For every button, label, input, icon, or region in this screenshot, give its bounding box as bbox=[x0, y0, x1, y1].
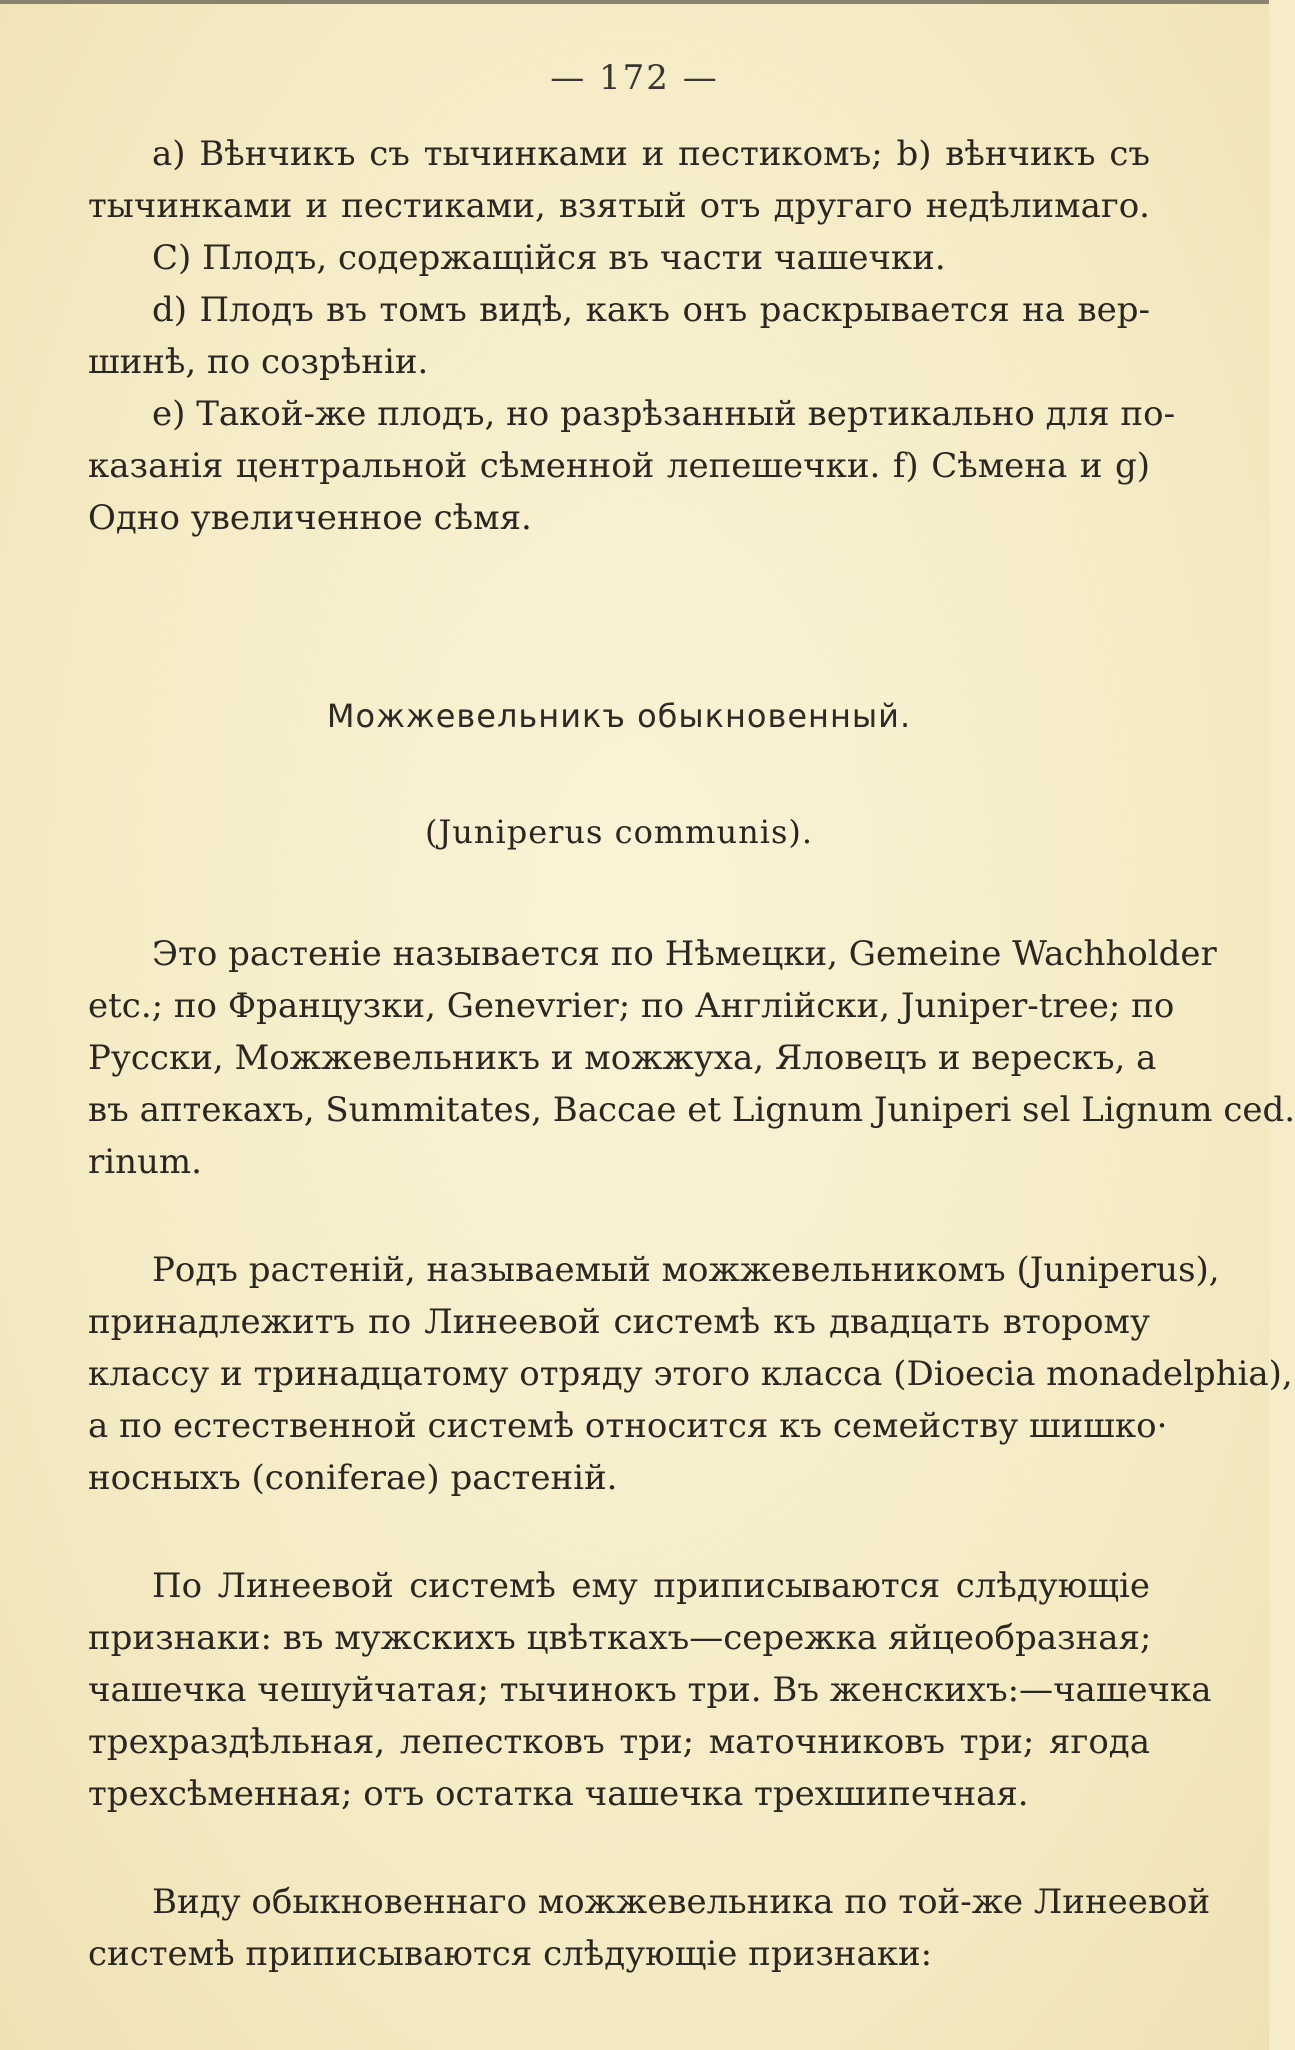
paragraph-classification bbox=[88, 1244, 1293, 1504]
caption-line: шинѣ, по созрѣніи. bbox=[88, 342, 429, 382]
caption-line: d) Плодъ въ томъ видѣ, какъ онъ раскрывается на вер- bbox=[152, 290, 1150, 330]
paragraph-line: признаки: въ мужскихъ цвѣткахъ—сережка яйцеобразная; bbox=[88, 1618, 1152, 1658]
caption-line: казанія центральной сѣменной лепешечки. f) Сѣмена и g) bbox=[88, 446, 1150, 486]
caption-line: C) Плодъ, содержащійся въ части чашечки. bbox=[152, 238, 946, 278]
paragraph-line: Родъ растеній, называемый можжевельникомъ (Juniperus), bbox=[152, 1250, 1220, 1290]
page-number: — 172 — bbox=[550, 58, 719, 98]
section-title: Можжевельникъ обыкновенный. bbox=[326, 697, 912, 735]
paragraph-line: системѣ приписываются слѣдующіе признаки: bbox=[88, 1934, 933, 1974]
figure-caption bbox=[88, 128, 1176, 544]
paragraph-line: Русски, Можжевельникъ и можжуха, Яловецъ и верескъ, а bbox=[88, 1038, 1157, 1078]
paragraph-line: а по естественной системѣ относится къ семейству шишко· bbox=[88, 1406, 1168, 1446]
caption-line: a) Вѣнчикъ съ тычинками и пестикомъ; b) вѣнчикъ съ bbox=[152, 134, 1150, 174]
paragraph-line: принадлежитъ по Линеевой системѣ къ двадцать второму bbox=[88, 1302, 1150, 1342]
caption-line: e) Такой-же плодъ, но разрѣзанный вертикально для по- bbox=[152, 394, 1176, 434]
latin-name: (Juniperus communis). bbox=[424, 813, 814, 851]
paragraph-line: По Линеевой системѣ ему приписываются слѣдующіе bbox=[152, 1566, 1150, 1606]
paragraph-line: etc.; по Французки, Genevrier; по Англійски, Juniper-tree; по bbox=[88, 986, 1175, 1026]
paragraph-line: классу и тринадцатому отряду этого класса (Dioecia monadelphia), bbox=[88, 1354, 1293, 1394]
paragraph-line: носныхъ (coniferae) растеній. bbox=[88, 1458, 618, 1498]
paragraph-line: въ аптекахъ, Summitates, Baccae et Lignum Juniperi sel Lignum ced. bbox=[88, 1090, 1295, 1130]
paragraph-line: трехсѣменная; отъ остатка чашечка трехшипечная. bbox=[88, 1774, 1029, 1814]
caption-line: тычинками и пестиками, взятый отъ другаго недѣлимаго. bbox=[88, 186, 1150, 226]
top-border-rule bbox=[0, 0, 1269, 4]
body-text bbox=[88, 128, 1295, 1980]
paragraph-line: Виду обыкновеннаго можжевельника по той-же Линеевой bbox=[152, 1882, 1211, 1922]
paragraph-names bbox=[88, 928, 1295, 1188]
caption-line: Одно увеличенное сѣмя. bbox=[88, 498, 532, 538]
paragraph-line: чашечка чешуйчатая; тычинокъ три. Въ женскихъ:—чашечка bbox=[88, 1670, 1212, 1710]
paragraph-features bbox=[88, 1560, 1212, 1820]
paragraph-line: rinum. bbox=[88, 1142, 202, 1182]
paragraph-species bbox=[88, 1876, 1211, 1980]
paragraph-line: Это растеніе называется по Нѣмецки, Gemeine Wachholder bbox=[152, 934, 1217, 974]
paragraph-line: трехраздѣльная, лепестковъ три; маточниковъ три; ягода bbox=[88, 1722, 1150, 1762]
